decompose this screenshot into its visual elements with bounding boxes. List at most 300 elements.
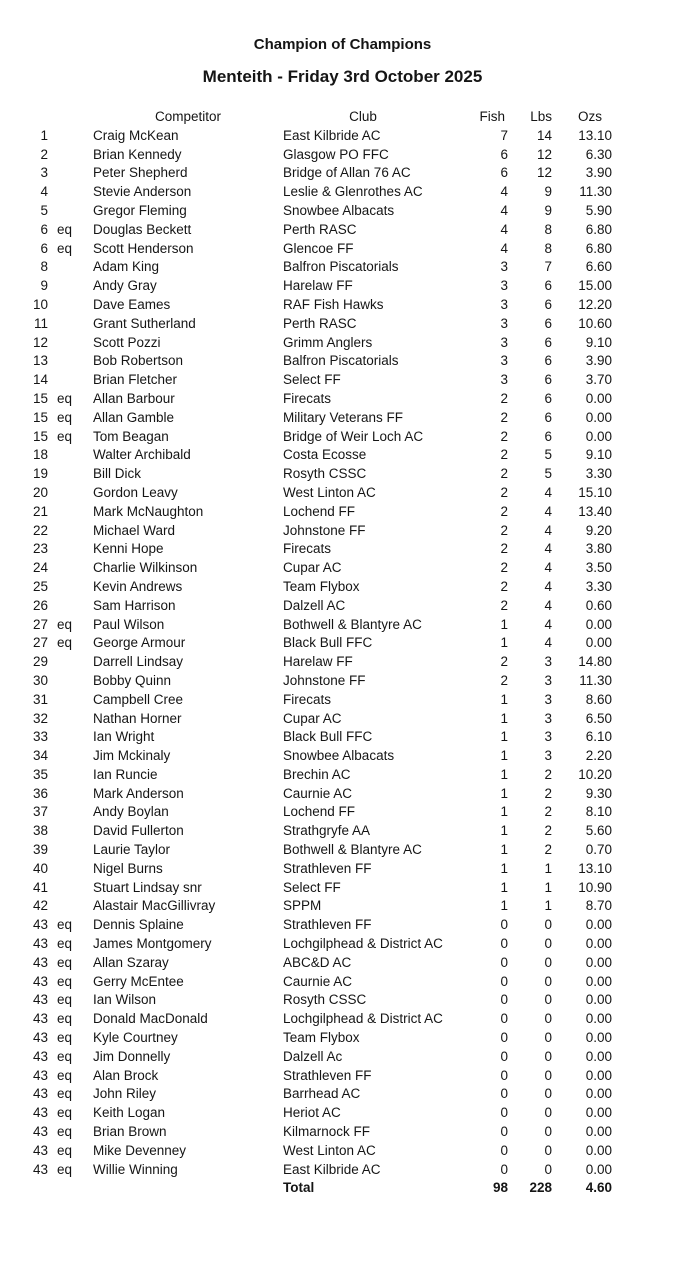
fish-count: 6	[500, 146, 508, 162]
table-row	[0, 841, 685, 860]
fish-count: 0	[500, 1105, 508, 1121]
ozs-value: 6.10	[585, 729, 612, 745]
ozs-value: 13.40	[578, 503, 612, 519]
club-name: Grimm Anglers	[283, 334, 373, 350]
fish-count: 1	[500, 804, 508, 820]
eq-label	[48, 766, 93, 785]
fish-count: 1	[500, 860, 508, 876]
eq-label: eq	[57, 635, 73, 651]
eq-label	[48, 578, 93, 597]
ozs-value: 8.70	[585, 898, 612, 914]
table-row	[0, 991, 685, 1010]
eq-label: eq	[57, 428, 73, 444]
eq-label	[48, 164, 93, 183]
fish-count: 2	[500, 578, 508, 594]
lbs-value: 12	[536, 146, 552, 162]
rank-value: 26	[32, 597, 48, 613]
fish-count: 4	[500, 184, 508, 200]
competitor-name: Craig McKean	[93, 127, 179, 143]
fish-count: 0	[500, 936, 508, 952]
lbs-value: 0	[544, 1086, 552, 1102]
club-name: Firecats	[283, 390, 332, 406]
ozs-value: 5.90	[585, 202, 612, 218]
rank-value: 40	[32, 860, 48, 876]
table-row	[0, 766, 685, 785]
ozs-value: 11.30	[579, 184, 612, 200]
club-name: Rosyth CSSC	[283, 992, 367, 1008]
results-table	[0, 108, 685, 1198]
fish-count: 2	[500, 390, 508, 406]
eq-label	[48, 803, 93, 822]
total-eq-spacer	[48, 1179, 93, 1198]
table-row	[0, 202, 685, 221]
table-row	[0, 540, 685, 559]
competitor-name: Gregor Fleming	[93, 202, 187, 218]
fish-count: 7	[500, 127, 508, 143]
table-header-row	[0, 108, 685, 127]
total-row	[0, 1179, 685, 1198]
table-row	[0, 672, 685, 691]
rank-value: 31	[32, 691, 48, 707]
fish-count: 4	[500, 202, 508, 218]
table-row	[0, 127, 685, 146]
competitor-name: Dave Eames	[93, 296, 171, 312]
rank-value: 12	[32, 334, 48, 350]
table-row	[0, 484, 685, 503]
table-row	[0, 747, 685, 766]
club-name: Lochgilphead & District AC	[283, 936, 443, 952]
results-document	[0, 36, 685, 1198]
competitor-name: John Riley	[93, 1086, 157, 1102]
ozs-value: 0.00	[585, 1161, 612, 1177]
lbs-value: 6	[544, 390, 552, 406]
competitor-name: Bob Robertson	[93, 353, 184, 369]
competitor-name: Gerry McEntee	[93, 973, 184, 989]
competitor-name: Laurie Taylor	[93, 842, 171, 858]
lbs-value: 6	[544, 353, 552, 369]
table-row	[0, 616, 685, 635]
total-fish-count: 98	[492, 1180, 508, 1196]
table-row	[0, 954, 685, 973]
competitor-name: Peter Shepherd	[93, 165, 188, 181]
rank-value: 25	[32, 578, 48, 594]
lbs-value: 0	[544, 973, 552, 989]
total-lbs-value: 228	[529, 1180, 552, 1196]
lbs-value: 4	[544, 597, 552, 613]
competitor-name: Adam King	[93, 259, 160, 275]
fish-count: 0	[500, 1067, 508, 1083]
club-name: Perth RASC	[283, 315, 357, 331]
competitor-name: James Montgomery	[93, 936, 212, 952]
ozs-value: 3.50	[585, 560, 612, 576]
fish-count: 2	[500, 428, 508, 444]
fish-count: 3	[500, 315, 508, 331]
fish-count: 0	[500, 1161, 508, 1177]
club-name: West Linton AC	[283, 1142, 376, 1158]
club-name: Bridge of Allan 76 AC	[283, 165, 411, 181]
table-row	[0, 446, 685, 465]
fish-count: 2	[500, 503, 508, 519]
competitor-name: Bill Dick	[93, 466, 142, 482]
table-row	[0, 973, 685, 992]
rank-value: 11	[33, 315, 48, 331]
table-row	[0, 221, 685, 240]
lbs-value: 0	[544, 1067, 552, 1083]
ozs-value: 12.20	[578, 296, 612, 312]
rank-value: 43	[32, 1067, 48, 1083]
table-row	[0, 1123, 685, 1142]
club-name: Firecats	[283, 541, 332, 557]
ozs-value: 8.10	[585, 804, 612, 820]
fish-count: 1	[500, 710, 508, 726]
club-name: Lochend FF	[283, 503, 356, 519]
ozs-value: 5.60	[585, 823, 612, 839]
fish-count: 2	[500, 409, 508, 425]
competitor-name: Willie Winning	[93, 1161, 178, 1177]
table-row	[0, 465, 685, 484]
eq-label	[48, 728, 93, 747]
eq-label: eq	[57, 1086, 73, 1102]
club-name: Strathleven FF	[283, 917, 372, 933]
eq-label: eq	[57, 1105, 73, 1121]
total-ozs-value: 4.60	[585, 1180, 612, 1196]
lbs-value: 3	[544, 729, 552, 745]
lbs-value: 4	[544, 522, 552, 538]
lbs-value: 1	[544, 879, 552, 895]
fish-count: 1	[500, 616, 508, 632]
fish-count: 0	[500, 1011, 508, 1027]
fish-count: 0	[500, 1048, 508, 1064]
rank-value: 43	[32, 954, 48, 970]
eq-label: eq	[57, 1030, 73, 1046]
lbs-value: 4	[544, 560, 552, 576]
eq-label	[48, 653, 93, 672]
club-name: RAF Fish Hawks	[283, 296, 384, 312]
competitor-name: Douglas Beckett	[93, 221, 192, 237]
competitor-name: Paul Wilson	[93, 616, 165, 632]
fish-count: 2	[500, 560, 508, 576]
table-row	[0, 860, 685, 879]
rank-value: 14	[32, 372, 48, 388]
rank-value: 33	[32, 729, 48, 745]
rank-value: 20	[32, 484, 48, 500]
eq-label	[48, 371, 93, 390]
club-name: Glasgow PO FFC	[283, 146, 389, 162]
competitor-name: Nathan Horner	[93, 710, 182, 726]
lbs-value: 3	[544, 710, 552, 726]
eq-label	[48, 710, 93, 729]
rank-value: 2	[40, 146, 48, 162]
eq-label: eq	[57, 1142, 73, 1158]
lbs-value: 0	[544, 917, 552, 933]
ozs-value: 0.00	[585, 1011, 612, 1027]
ozs-value: 3.30	[585, 466, 612, 482]
competitor-name: Bobby Quinn	[93, 672, 172, 688]
rank-value: 27	[32, 616, 48, 632]
club-name: Firecats	[283, 691, 332, 707]
club-name: ABC&D AC	[283, 954, 352, 970]
eq-label	[48, 446, 93, 465]
rank-value: 43	[32, 1030, 48, 1046]
competitor-name: Jim Donnelly	[93, 1048, 171, 1064]
ozs-value: 0.00	[585, 409, 612, 425]
ozs-value: 0.00	[585, 428, 612, 444]
fish-count: 1	[500, 879, 508, 895]
table-row	[0, 146, 685, 165]
ozs-value: 9.20	[585, 522, 612, 538]
table-row	[0, 1048, 685, 1067]
eq-label: eq	[57, 1067, 73, 1083]
eq-label	[48, 559, 93, 578]
lbs-value: 2	[544, 823, 552, 839]
fish-count: 2	[500, 654, 508, 670]
fish-count: 3	[500, 278, 508, 294]
table-row	[0, 559, 685, 578]
club-name: Bothwell & Blantyre AC	[283, 616, 422, 632]
eq-label	[48, 465, 93, 484]
competitor-name: Mark Anderson	[93, 785, 184, 801]
competitor-name: Mark McNaughton	[93, 503, 204, 519]
eq-label	[48, 879, 93, 898]
fish-count: 2	[500, 466, 508, 482]
table-row	[0, 1161, 685, 1180]
club-name: West Linton AC	[283, 484, 376, 500]
rank-value: 36	[32, 785, 48, 801]
rank-value: 8	[40, 259, 48, 275]
rank-value: 43	[32, 936, 48, 952]
eq-label	[48, 597, 93, 616]
rank-value: 43	[32, 1048, 48, 1064]
rank-value: 19	[32, 466, 48, 482]
table-row	[0, 258, 685, 277]
ozs-value: 0.00	[585, 917, 612, 933]
club-name: Cupar AC	[283, 710, 342, 726]
lbs-value: 0	[544, 1030, 552, 1046]
table-row	[0, 240, 685, 259]
fish-count: 0	[500, 954, 508, 970]
table-row	[0, 352, 685, 371]
competitor-name: Scott Pozzi	[93, 334, 161, 350]
competitor-name: Brian Brown	[93, 1124, 167, 1140]
table-row	[0, 334, 685, 353]
rank-value: 29	[32, 654, 48, 670]
club-name: Snowbee Albacats	[283, 202, 395, 218]
lbs-value: 3	[544, 654, 552, 670]
lbs-value: 9	[544, 184, 552, 200]
eq-label	[48, 127, 93, 146]
ozs-value: 3.80	[585, 541, 612, 557]
rank-value: 43	[32, 917, 48, 933]
rank-value: 43	[32, 1011, 48, 1027]
competitor-name: Andy Boylan	[93, 804, 169, 820]
lbs-value: 0	[544, 1011, 552, 1027]
eq-label	[48, 484, 93, 503]
club-name: Black Bull FFC	[283, 729, 373, 745]
lbs-value: 2	[544, 842, 552, 858]
competitor-name: David Fullerton	[93, 823, 184, 839]
rank-value: 43	[32, 1124, 48, 1140]
club-name: Strathleven FF	[283, 1067, 372, 1083]
rank-value: 43	[32, 973, 48, 989]
fish-count: 3	[500, 296, 508, 312]
ozs-value: 0.70	[585, 842, 612, 858]
lbs-value: 3	[544, 691, 552, 707]
eq-label	[48, 691, 93, 710]
lbs-value: 0	[544, 1161, 552, 1177]
lbs-value: 6	[544, 296, 552, 312]
ozs-value: 15.10	[578, 484, 612, 500]
club-name: Heriot AC	[283, 1105, 341, 1121]
competitor-name: Alan Brock	[93, 1067, 159, 1083]
club-name: Snowbee Albacats	[283, 748, 395, 764]
table-row	[0, 503, 685, 522]
lbs-value: 5	[544, 447, 552, 463]
fish-count: 2	[500, 541, 508, 557]
fish-count: 1	[500, 785, 508, 801]
lbs-value: 0	[544, 1142, 552, 1158]
club-name: Glencoe FF	[283, 240, 354, 256]
club-name: SPPM	[283, 898, 322, 914]
competitor-name: Kyle Courtney	[93, 1030, 178, 1046]
ozs-value: 0.00	[585, 936, 612, 952]
eq-label	[48, 315, 93, 334]
rank-value: 43	[32, 1142, 48, 1158]
lbs-value: 2	[544, 804, 552, 820]
eq-label	[48, 672, 93, 691]
fish-count: 1	[500, 823, 508, 839]
rank-value: 42	[32, 898, 48, 914]
rank-value: 10	[32, 296, 48, 312]
lbs-value: 4	[544, 635, 552, 651]
table-row	[0, 1067, 685, 1086]
fish-count: 3	[500, 372, 508, 388]
table-row	[0, 428, 685, 447]
rank-value: 4	[40, 184, 48, 200]
table-row	[0, 578, 685, 597]
lbs-value: 1	[544, 898, 552, 914]
club-name: Strathleven FF	[283, 860, 372, 876]
competitor-name: Ian Runcie	[93, 766, 158, 782]
fish-count: 0	[500, 1030, 508, 1046]
lbs-value: 12	[536, 165, 552, 181]
table-row	[0, 803, 685, 822]
ozs-value: 0.00	[585, 616, 612, 632]
club-name: Team Flybox	[283, 1030, 360, 1046]
table-row	[0, 728, 685, 747]
rank-value: 43	[32, 1161, 48, 1177]
table-row	[0, 390, 685, 409]
eq-label	[48, 785, 93, 804]
lbs-value: 6	[544, 334, 552, 350]
club-name: Kilmarnock FF	[283, 1124, 371, 1140]
competitor-name: Allan Szaray	[93, 954, 169, 970]
rank-value: 6	[40, 221, 48, 237]
fish-count: 1	[500, 898, 508, 914]
club-name: Caurnie AC	[283, 785, 353, 801]
club-name: Bridge of Weir Loch AC	[283, 428, 424, 444]
competitor-name: Brian Fletcher	[93, 372, 178, 388]
total-label: Total	[283, 1180, 315, 1196]
lbs-value: 7	[544, 259, 552, 275]
eq-label	[48, 334, 93, 353]
eq-label: eq	[57, 409, 73, 425]
club-name: Barrhead AC	[283, 1086, 361, 1102]
fish-count: 0	[500, 1142, 508, 1158]
eq-label	[48, 503, 93, 522]
ozs-value: 10.20	[578, 766, 612, 782]
table-row	[0, 710, 685, 729]
ozs-value: 13.10	[578, 860, 612, 876]
competitor-name: Alastair MacGillivray	[93, 898, 216, 914]
ozs-column-header: Ozs	[577, 109, 602, 124]
rank-value: 39	[32, 842, 48, 858]
eq-label: eq	[57, 1048, 73, 1064]
competitor-name: Ian Wright	[93, 729, 155, 745]
competitor-name: Jim Mckinaly	[93, 748, 171, 764]
table-row	[0, 822, 685, 841]
lbs-value: 4	[544, 616, 552, 632]
eq-label: eq	[57, 954, 73, 970]
fish-count: 2	[500, 447, 508, 463]
table-row	[0, 1029, 685, 1048]
eq-label	[48, 296, 93, 315]
fish-count: 3	[500, 259, 508, 275]
ozs-value: 0.60	[585, 597, 612, 613]
club-name: Johnstone FF	[283, 672, 366, 688]
fish-count: 1	[500, 766, 508, 782]
club-name: Balfron Piscatorials	[283, 259, 399, 275]
lbs-value: 0	[544, 954, 552, 970]
ozs-value: 10.90	[578, 879, 612, 895]
rank-value: 43	[32, 1105, 48, 1121]
rank-value: 22	[32, 522, 48, 538]
rank-value: 13	[32, 353, 48, 369]
competitor-name: Dennis Splaine	[93, 917, 184, 933]
ozs-value: 15.00	[578, 278, 612, 294]
table-row	[0, 1085, 685, 1104]
lbs-value: 6	[544, 278, 552, 294]
table-row	[0, 522, 685, 541]
eq-label	[48, 146, 93, 165]
rank-value: 43	[32, 1086, 48, 1102]
eq-label	[48, 822, 93, 841]
eq-label	[48, 841, 93, 860]
eq-label	[48, 747, 93, 766]
rank-value: 15	[32, 409, 48, 425]
competitor-name: Kevin Andrews	[93, 578, 183, 594]
ozs-value: 0.00	[585, 390, 612, 406]
table-row	[0, 597, 685, 616]
fish-count: 1	[500, 729, 508, 745]
eq-label	[48, 258, 93, 277]
rank-value: 15	[32, 428, 48, 444]
lbs-value: 9	[544, 202, 552, 218]
club-name: Johnstone FF	[283, 522, 366, 538]
fish-count: 3	[500, 334, 508, 350]
eq-label	[48, 897, 93, 916]
table-row	[0, 277, 685, 296]
club-name: Brechin AC	[283, 766, 351, 782]
fish-count: 2	[500, 597, 508, 613]
lbs-value: 3	[544, 672, 552, 688]
lbs-value: 4	[544, 578, 552, 594]
lbs-value: 0	[544, 992, 552, 1008]
rank-column-header	[0, 108, 48, 127]
competitor-name: Charlie Wilkinson	[93, 560, 198, 576]
table-row	[0, 1142, 685, 1161]
lbs-value: 0	[544, 1124, 552, 1140]
ozs-value: 0.00	[585, 635, 612, 651]
